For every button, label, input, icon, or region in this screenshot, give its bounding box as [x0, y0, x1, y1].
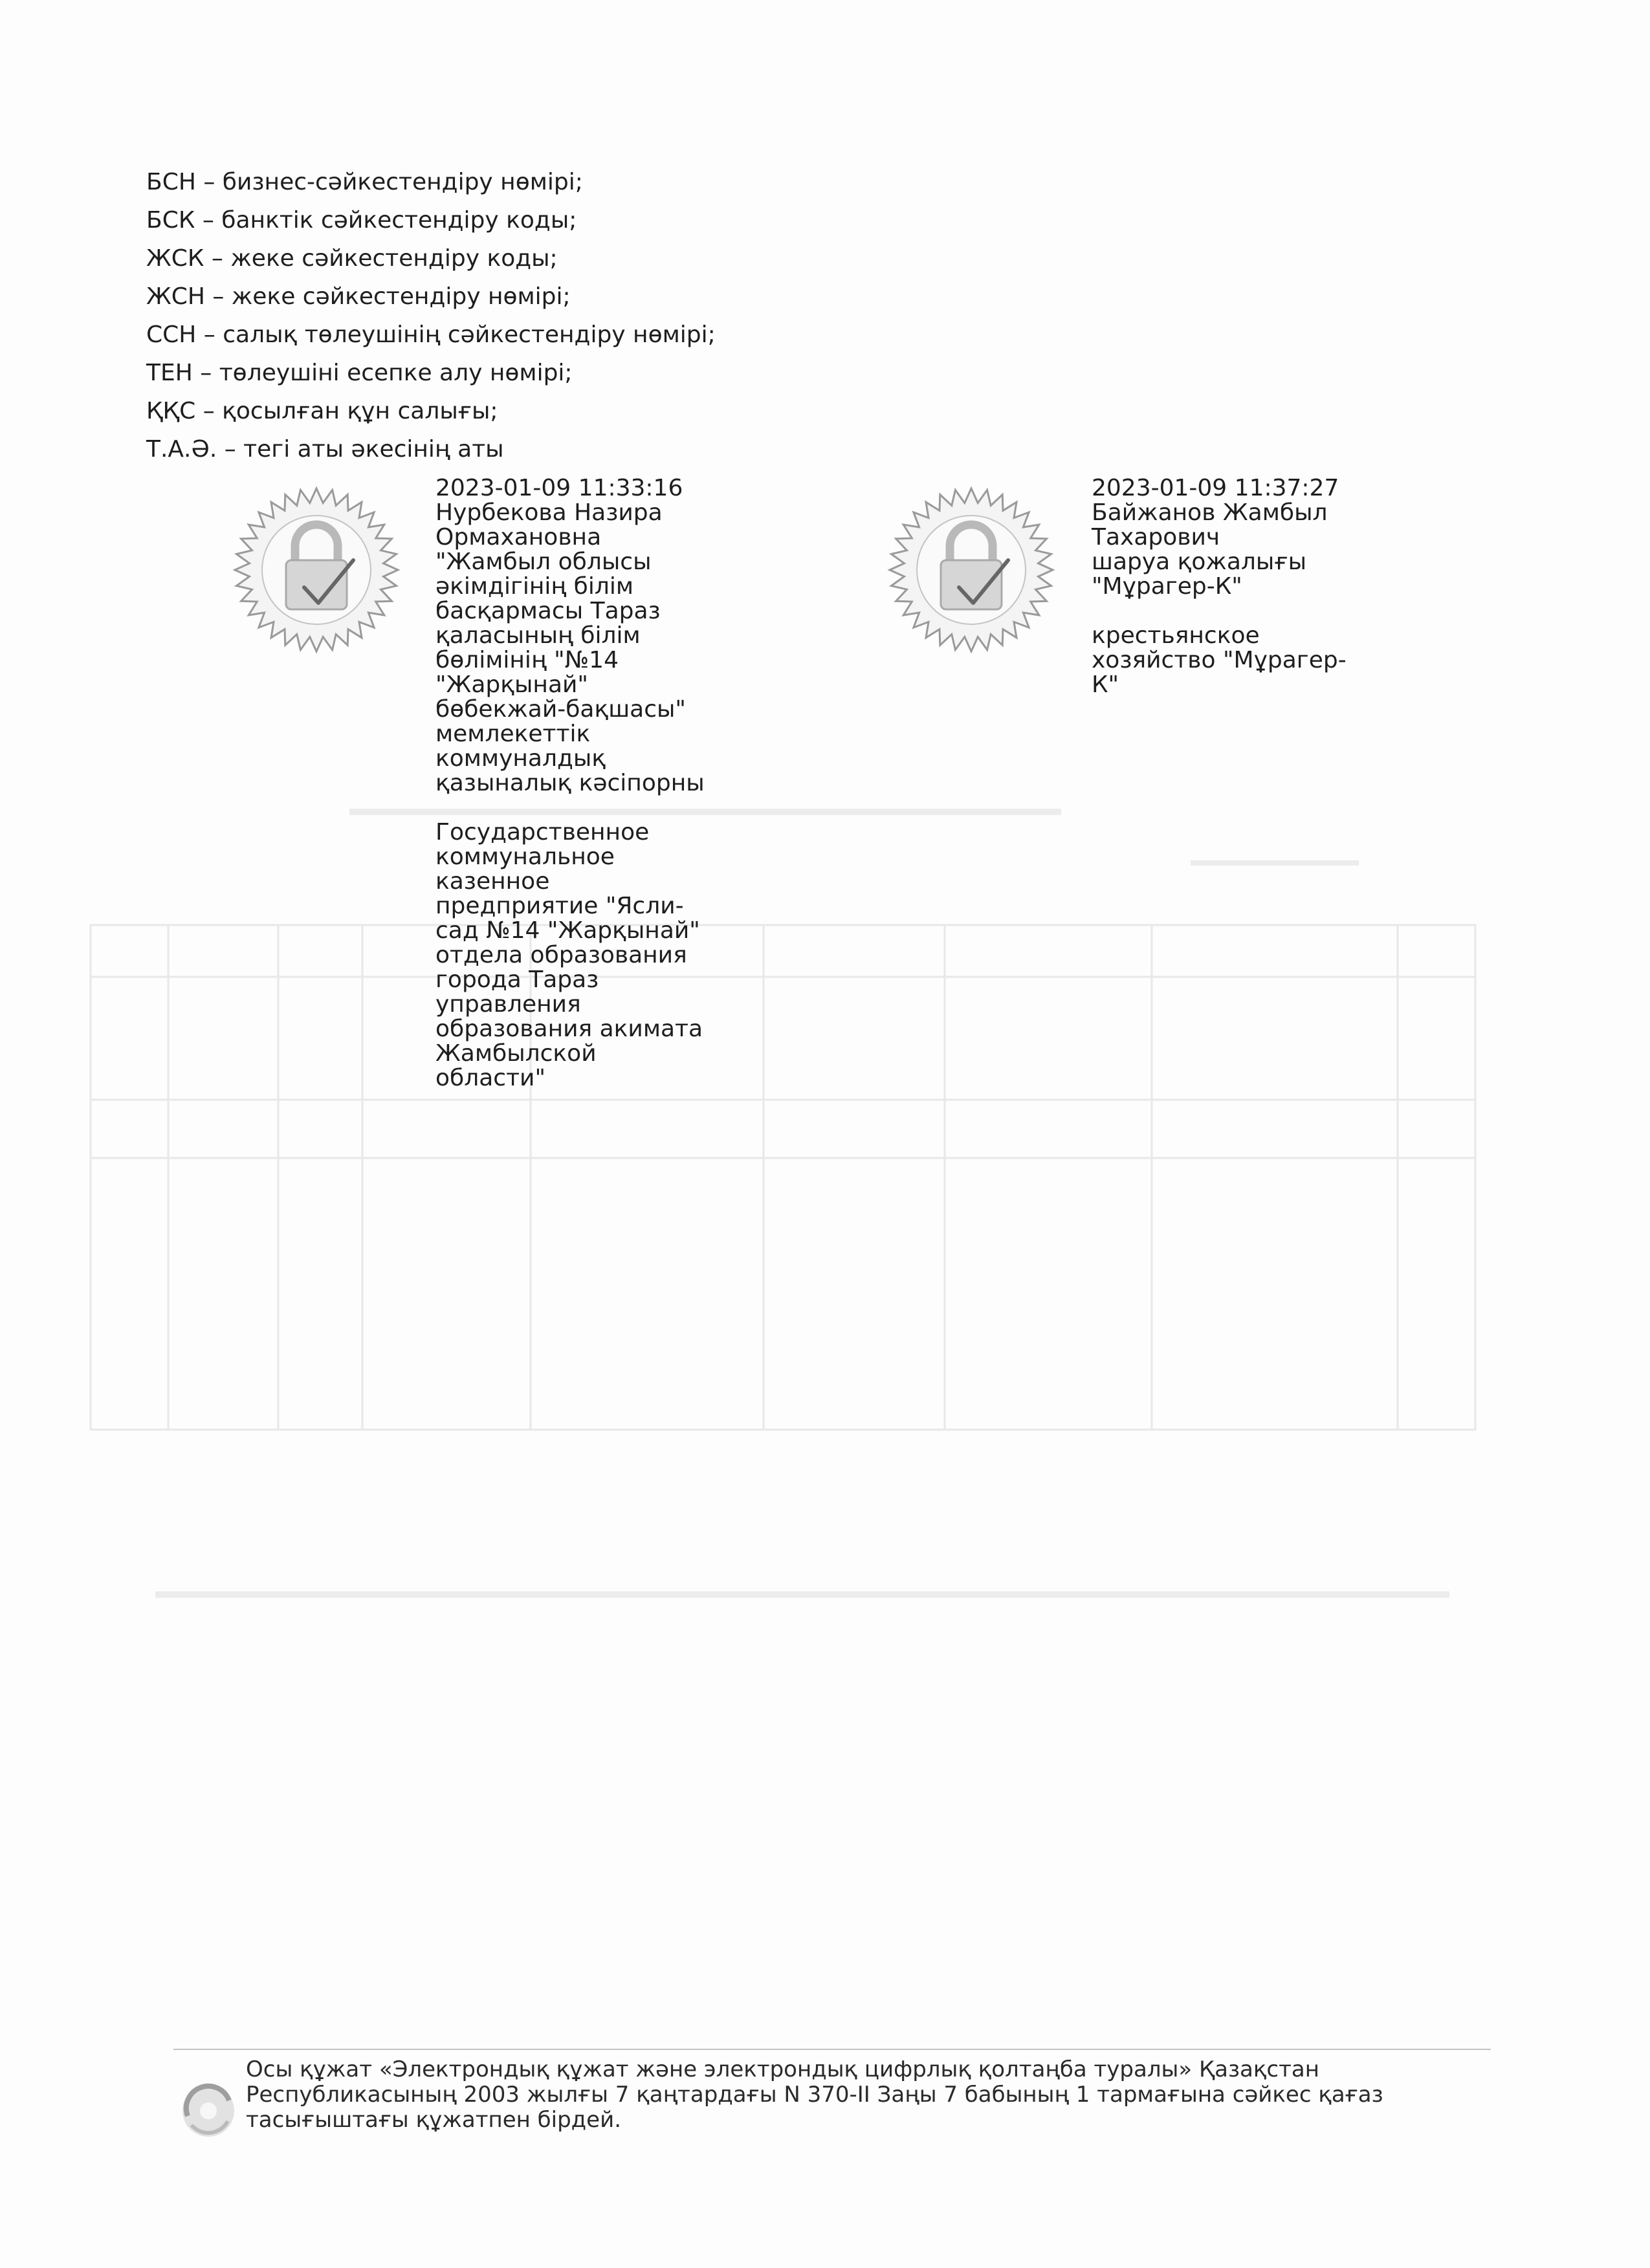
abbreviation-item: ҚҚС – қосылған құн салығы;	[146, 398, 498, 424]
signature-text-line: 2023-01-09 11:33:16	[435, 475, 683, 501]
abbreviation-item: ЖСН – жеке сәйкестендіру нөмірі;	[146, 283, 571, 310]
signature-text-line: К"	[1092, 671, 1119, 698]
signature-text-line: управления	[435, 991, 581, 1018]
signature-text-line: отдела образования	[435, 942, 687, 968]
abbreviation-item: ТЕН – төлеушіні есепке алу нөмірі;	[146, 360, 573, 386]
signature-seal-icon	[232, 485, 401, 655]
footer-legal-note	[246, 2057, 1462, 2133]
signature-text-line: сад №14 "Жарқынай"	[435, 917, 700, 944]
abbreviation-item: БСН – бизнес-сәйкестендіру нөмірі;	[146, 169, 583, 195]
signature-text-line: Байжанов Жамбыл	[1092, 499, 1328, 526]
footer-line: Республикасының 2003 жылғы 7 қаңтардағы N 370-II Заңы 7 бабының 1 тармағына сәйкес қағаз	[246, 2082, 1383, 2108]
signature-text-line: крестьянское	[1092, 622, 1260, 649]
footer-line: Осы құжат «Электрондық құжат және электрондық цифрлық қолтаңба туралы» Қазақстан	[246, 2056, 1319, 2082]
signature-text-line: казенное	[435, 868, 550, 895]
signature-text-line: "Мұрагер-К"	[1092, 573, 1242, 600]
signature-text-line: бөлімінің "№14	[435, 647, 619, 673]
signature-text-line: хозяйство "Мұрагер-	[1092, 647, 1347, 673]
signature-text-line: Государственное	[435, 819, 650, 845]
signature-text-line: әкімдігінің білім	[435, 573, 633, 600]
signature-text-line: "Жамбыл облысы	[435, 549, 652, 575]
signature-text-line: "Жарқынай"	[435, 671, 588, 698]
abbreviation-item: ССН – салық төлеушінің сәйкестендіру нөмірі;	[146, 322, 716, 348]
footer-line: тасығыштағы құжатпен бірдей.	[246, 2107, 622, 2133]
signature-text-line: 2023-01-09 11:37:27	[1092, 475, 1339, 501]
signature-text-line: басқармасы Тараз	[435, 598, 661, 624]
signature-text-line: Жамбылской	[435, 1040, 597, 1067]
signature-text-line: коммунальное	[435, 844, 615, 870]
signature-text-line: города Тараз	[435, 966, 599, 993]
egov-logo-icon	[176, 2078, 241, 2143]
signature-text-line: Ормахановна	[435, 524, 602, 551]
signature-text-line: Нурбекова Назира	[435, 499, 663, 526]
signature-text-line: предприятие "Ясли-	[435, 893, 684, 919]
abbreviation-item: Т.А.Ә. – тегі аты әкесінің аты	[146, 436, 504, 463]
signature-text-line: мемлекеттік	[435, 721, 591, 747]
signature-text-line: коммуналдық	[435, 745, 606, 772]
signature-text-line: образования акимата	[435, 1016, 703, 1042]
signature-text-line: Тахарович	[1092, 524, 1220, 551]
footer-divider	[173, 2049, 1491, 2050]
abbreviation-list	[146, 163, 923, 468]
signature-text-line: области"	[435, 1065, 546, 1091]
signature-seal-icon	[886, 485, 1056, 655]
signature-text-line: шаруа қожалығы	[1092, 549, 1307, 575]
signature-text-line: қазыналық кәсіпорны	[435, 770, 705, 796]
signature-block-2	[1092, 476, 1454, 697]
signature-text-line: бөбекжай-бақшасы"	[435, 696, 686, 723]
abbreviation-item: БСК – банктік сәйкестендіру коды;	[146, 207, 577, 234]
signature-text-line: қаласының білім	[435, 622, 641, 649]
signature-block-1	[435, 476, 798, 1091]
abbreviation-item: ЖСК – жеке сәйкестендіру коды;	[146, 245, 558, 272]
